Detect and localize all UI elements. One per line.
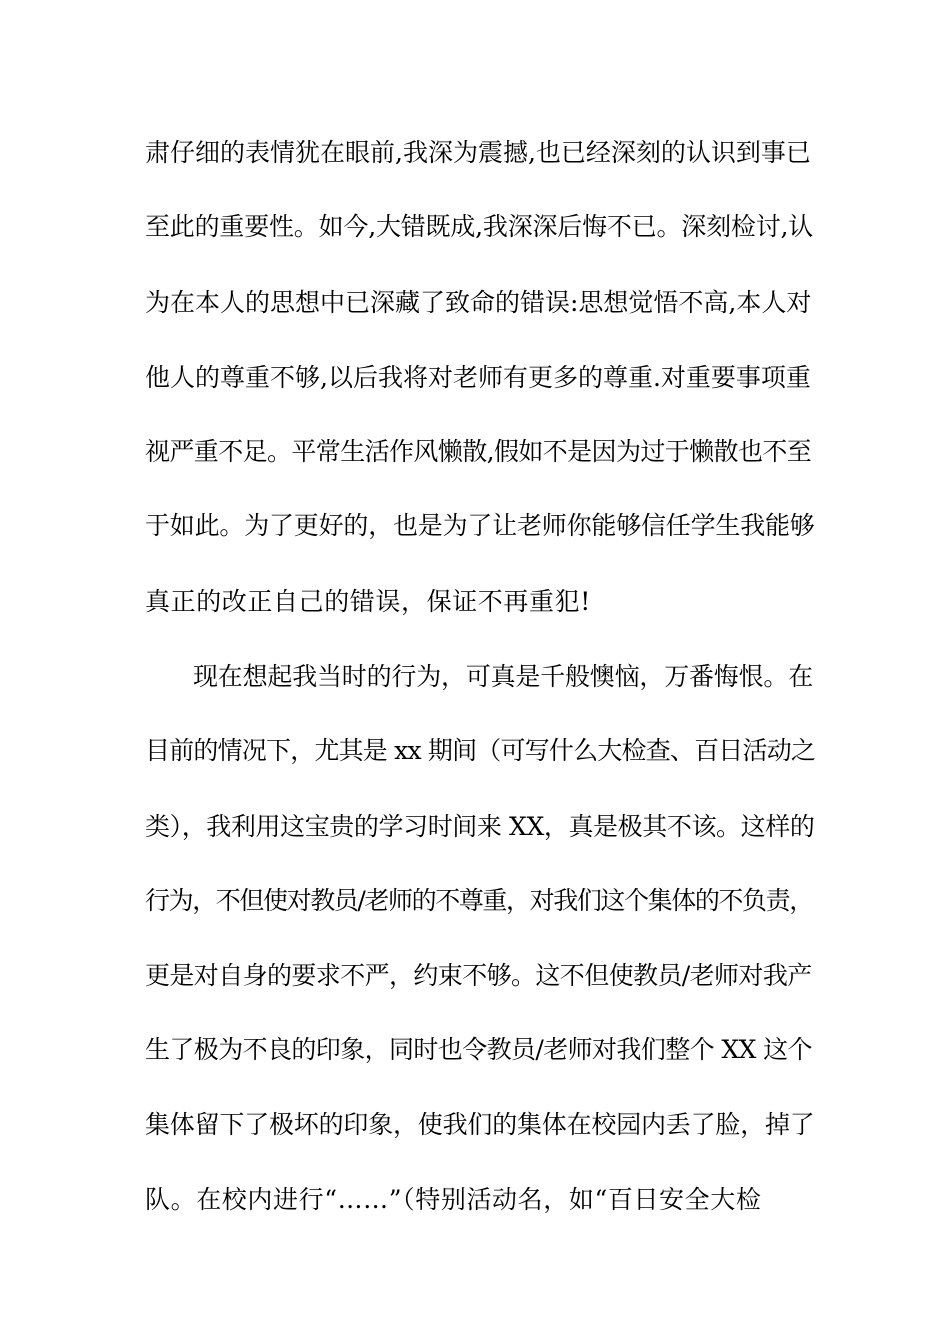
text-line-5: 视严重不足。平常生活作风懒散,假如不是因为过于懒散也不至 (145, 437, 812, 466)
text-line-15: 队。在校内进行“……”（特别活动名，如“百日安全大检 (145, 1185, 762, 1214)
text-line-12: 更是对自身的要求不严，约束不够。这不但使教员/老师对我产 (145, 961, 812, 990)
text-line-11: 行为，不但使对教员/老师的不尊重，对我们这个集体的不负责， (145, 886, 813, 915)
text-line-9: 目前的情况下，尤其是 xx 期间（可写什么大检查、百日活动之 (145, 736, 816, 765)
text-line-10: 类），我利用这宝贵的学习时间来 XX，真是极其不该。这样的 (145, 812, 815, 841)
text-line-4: 他人的尊重不够,以后我将对老师有更多的尊重.对重要事项重 (145, 363, 811, 392)
text-line-13: 生了极为不良的印象，同时也令教员/老师对我们整个 XX 这个 (145, 1035, 812, 1064)
text-line-8: 现在想起我当时的行为，可真是千般懊恼，万番悔恨。在 (193, 662, 814, 691)
text-line-7: 真正的改正自己的错误，保证不再重犯! (145, 587, 591, 616)
text-line-2: 至此的重要性。如今,大错既成,我深深后悔不已。深刻检讨,认 (145, 212, 814, 241)
text-line-6: 于如此。为了更好的，也是为了让老师你能够信任学生我能够 (145, 511, 815, 540)
text-line-1: 肃仔细的表情犹在眼前,我深为震撼,也已经深刻的认识到事已 (145, 138, 811, 167)
text-line-14: 集体留下了极坏的印象，使我们的集体在校园内丢了脸，掉了 (145, 1110, 815, 1139)
text-line-3: 为在本人的思想中已深藏了致命的错误:思想觉悟不高,本人对 (145, 288, 812, 317)
